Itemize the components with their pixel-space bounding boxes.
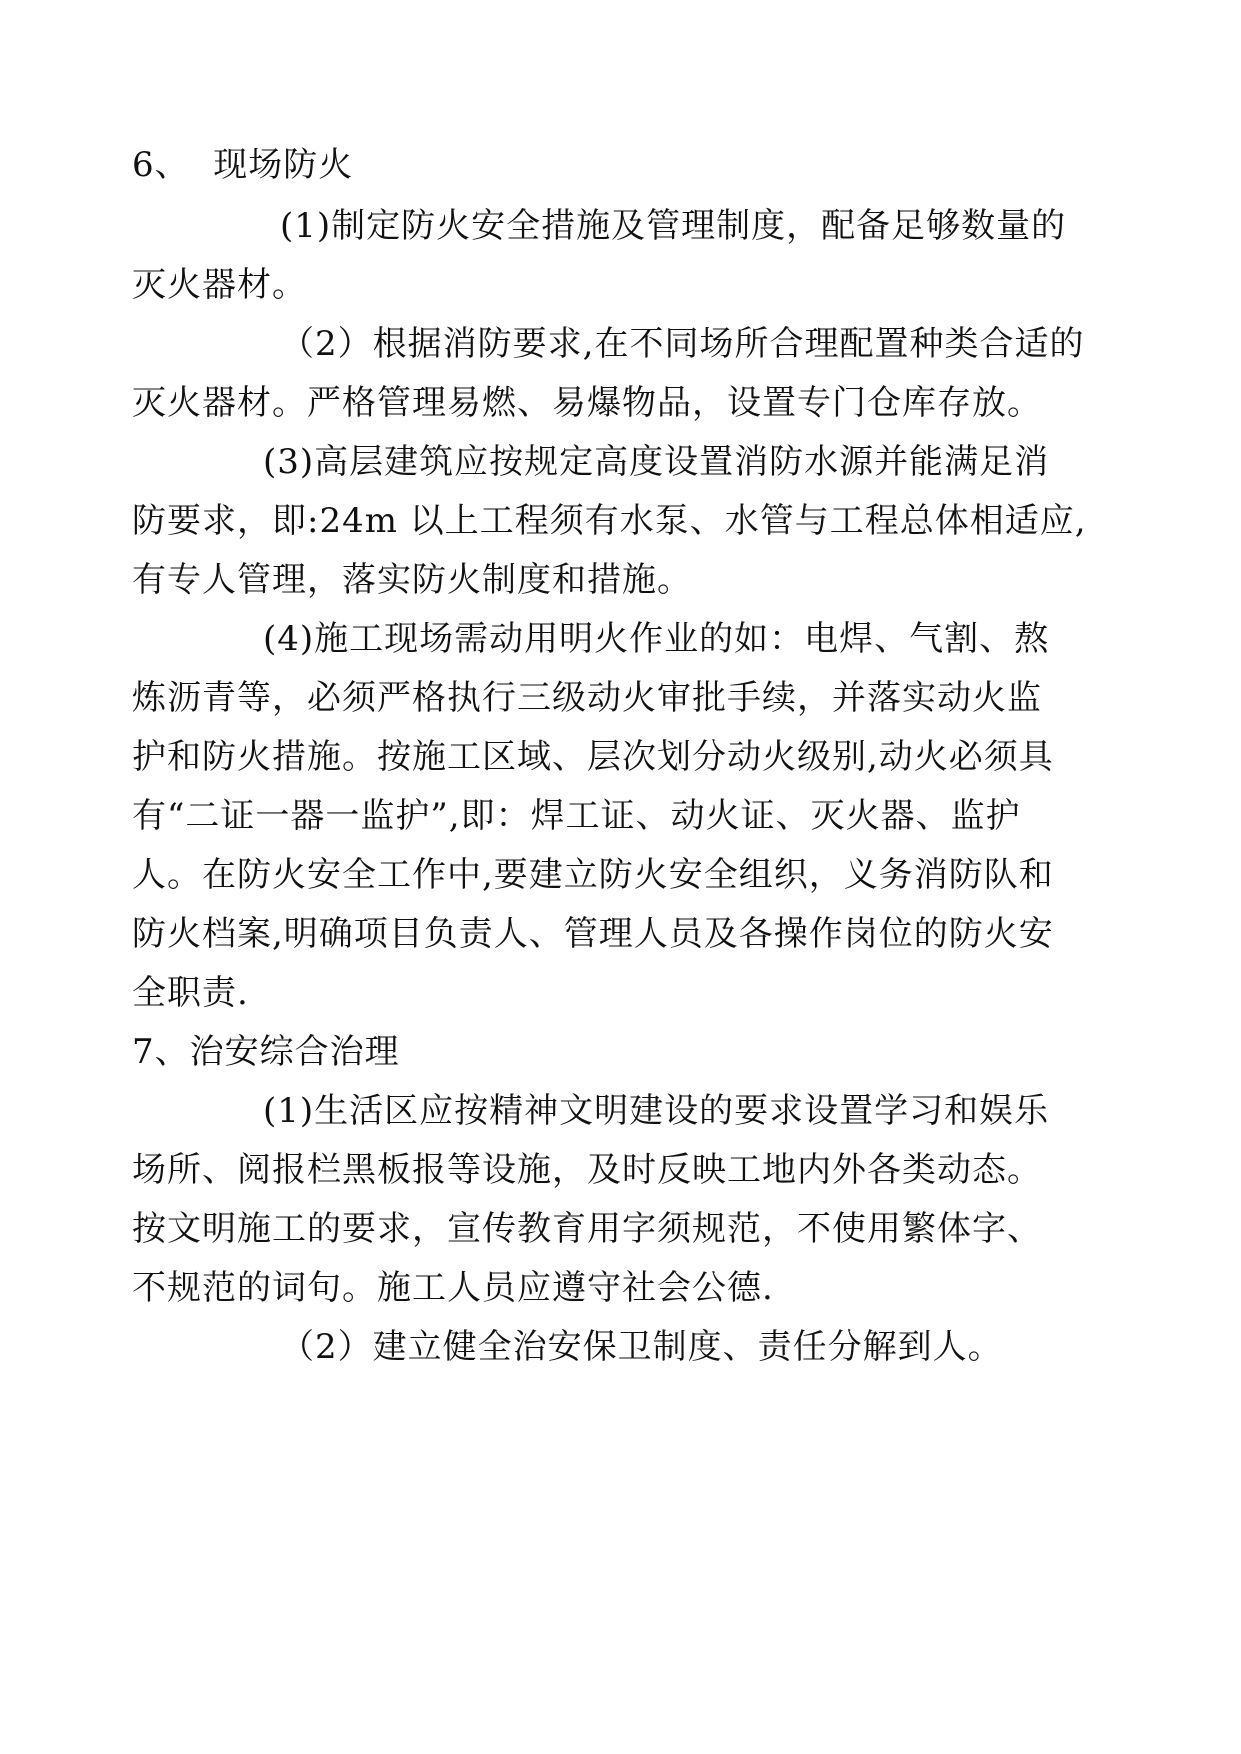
paragraph-line: （2）根据消防要求,在不同场所合理配置种类合适的 [280,324,1085,364]
section-heading-fire: 6、 现场防火 [132,145,354,185]
paragraph-line: 防火档案,明确项目负责人、管理人员及各操作岗位的防火安 [132,914,1054,954]
paragraph-line: 人。在防火安全工作中,要建立防火安全组织，义务消防队和 [132,855,1054,895]
paragraph-line: 防要求，即:24m 以上工程须有水泵、水管与工程总体相适应, [132,501,1087,541]
paragraph-line: 灭火器材。 [132,265,307,305]
paragraph-line: 有“二证一器一监护”,即：焊工证、动火证、灭火器、监护 [132,796,1021,836]
paragraph-line: 按文明施工的要求，宣传教育用字须规范，不使用繁体字、 [132,1209,1042,1249]
paragraph-line: 护和防火措施。按施工区域、层次划分动火级别,动火必须具 [132,737,1054,777]
paragraph-line: (3)高层建筑应按规定高度设置消防水源并能满足消 [263,442,1050,482]
paragraph-line: (1)生活区应按精神文明建设的要求设置学习和娱乐 [263,1091,1050,1131]
paragraph-line: 全职责. [132,973,249,1013]
paragraph-line: (1)制定防火安全措施及管理制度，配备足够数量的 [280,206,1067,246]
paragraph-line: 不规范的词句。施工人员应遵守社会公德. [132,1268,774,1308]
paragraph-line: (4)施工现场需动用明火作业的如：电焊、气割、熬 [263,619,1050,659]
paragraph-line: 场所、阅报栏黑板报等设施，及时反映工地内外各类动态。 [132,1150,1042,1190]
paragraph-line: 灭火器材。严格管理易燃、易爆物品，设置专门仓库存放。 [132,383,1042,423]
paragraph-line: 炼沥青等，必须严格执行三级动火审批手续，并落实动火监 [132,678,1042,718]
paragraph-line: 有专人管理，落实防火制度和措施。 [132,560,692,600]
paragraph-line: （2）建立健全治安保卫制度、责任分解到人。 [280,1327,1003,1367]
section-heading-security: 7、治安综合治理 [132,1032,400,1072]
